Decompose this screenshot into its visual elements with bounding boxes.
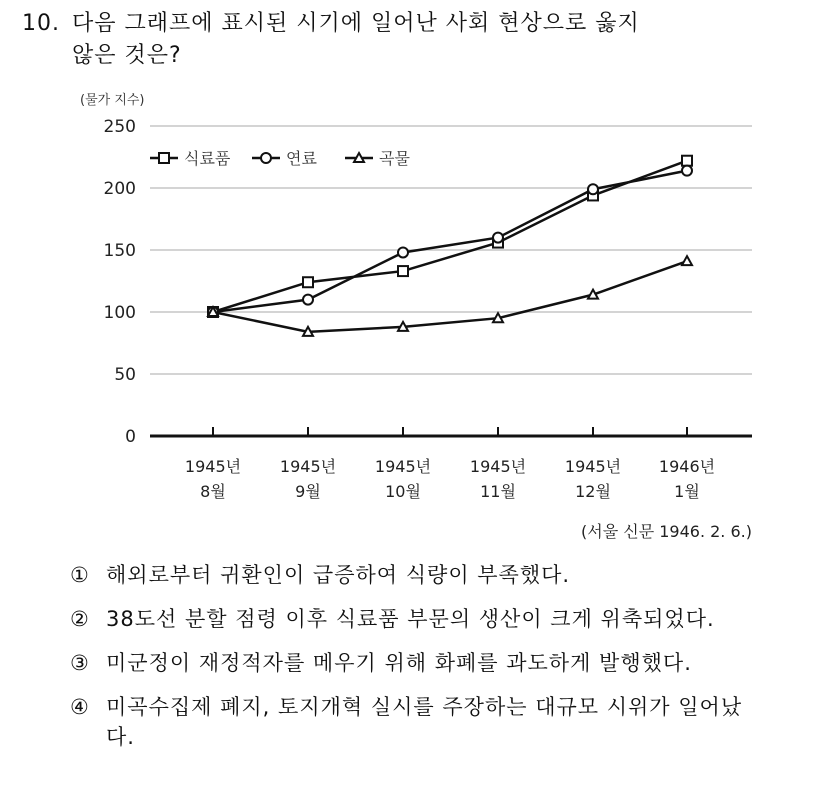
y-tick-label: 50 <box>114 365 136 385</box>
choice-2[interactable] <box>70 604 770 634</box>
choice-2-marker: ② <box>70 607 90 631</box>
square-marker-icon <box>303 277 313 287</box>
question-stem <box>22 8 812 72</box>
triangle-legend-icon <box>354 153 364 162</box>
series-line <box>213 161 687 312</box>
x-tick-label: 1945년 <box>374 457 432 476</box>
circle-marker-icon <box>682 166 692 176</box>
choice-3-marker: ③ <box>70 651 90 675</box>
y-tick-label: 100 <box>103 303 136 323</box>
legend-label: 곡물 <box>379 149 410 168</box>
choice-2-text: 38도선 분할 점령 이후 식료품 부문의 생산이 크게 위축되었다. <box>106 607 715 631</box>
choice-4-marker: ④ <box>70 695 90 719</box>
series-triangle <box>208 256 692 336</box>
triangle-marker-icon <box>682 256 692 265</box>
x-tick-label: 1945년 <box>279 457 337 476</box>
circle-marker-icon <box>398 247 408 257</box>
chart-series <box>208 156 692 336</box>
y-tick-label: 200 <box>103 179 136 199</box>
legend-label: 연료 <box>286 149 317 168</box>
legend-label: 식료품 <box>184 149 231 168</box>
choice-1[interactable] <box>70 560 770 590</box>
y-tick-label: 0 <box>125 427 136 447</box>
choice-3[interactable] <box>70 648 770 678</box>
series-line <box>213 261 687 332</box>
question-number: 10. <box>22 11 60 36</box>
chart-legend <box>150 149 410 168</box>
question-text-line2: 않은 것은? <box>72 43 182 68</box>
x-axis <box>150 427 752 501</box>
price-index-line-chart <box>0 80 826 560</box>
x-tick-label: 1월 <box>674 482 700 501</box>
chart-source-note: (서울 신문 1946. 2. 6.) <box>581 522 752 541</box>
square-marker-icon <box>682 156 692 166</box>
x-tick-label: 8월 <box>200 482 226 501</box>
x-tick-label: 12월 <box>575 482 611 501</box>
x-tick-label: 1945년 <box>469 457 527 476</box>
legend-item <box>252 149 317 168</box>
circle-marker-icon <box>493 233 503 243</box>
choice-3-text: 미군정이 재정적자를 메우기 위해 화폐를 과도하게 발행했다. <box>106 651 692 675</box>
x-tick-label: 1945년 <box>184 457 242 476</box>
y-tick-label: 250 <box>103 117 136 137</box>
circle-marker-icon <box>588 184 598 194</box>
triangle-marker-icon <box>493 313 503 322</box>
triangle-marker-icon <box>303 327 313 336</box>
y-axis-tick-labels <box>104 117 136 447</box>
square-legend-icon <box>159 153 169 163</box>
choice-1-marker: ① <box>70 563 90 587</box>
question-text-line1: 다음 그래프에 표시된 시기에 일어난 사회 현상으로 옳지 <box>72 11 640 36</box>
circle-legend-icon <box>261 153 271 163</box>
triangle-marker-icon <box>398 322 408 331</box>
x-tick-label: 10월 <box>385 482 421 501</box>
answer-choices <box>70 560 770 766</box>
choice-4[interactable] <box>70 692 770 752</box>
y-axis-label: (물가 지수) <box>80 93 145 108</box>
y-tick-label: 150 <box>103 241 136 261</box>
choice-1-text: 해외로부터 귀환인이 급증하여 식량이 부족했다. <box>106 563 571 587</box>
x-tick-label: 1946년 <box>658 457 716 476</box>
legend-item <box>345 149 410 168</box>
square-marker-icon <box>398 266 408 276</box>
choice-4-text: 미곡수집제 폐지, 토지개혁 실시를 주장하는 대규모 시위가 일어났다. <box>106 695 743 749</box>
circle-marker-icon <box>303 295 313 305</box>
series-square <box>208 156 692 317</box>
x-tick-label: 9월 <box>295 482 321 501</box>
x-tick-label: 1945년 <box>564 457 622 476</box>
triangle-marker-icon <box>588 290 598 299</box>
x-tick-label: 11월 <box>480 482 516 501</box>
legend-item <box>150 149 231 168</box>
chart-gridlines <box>150 126 752 374</box>
